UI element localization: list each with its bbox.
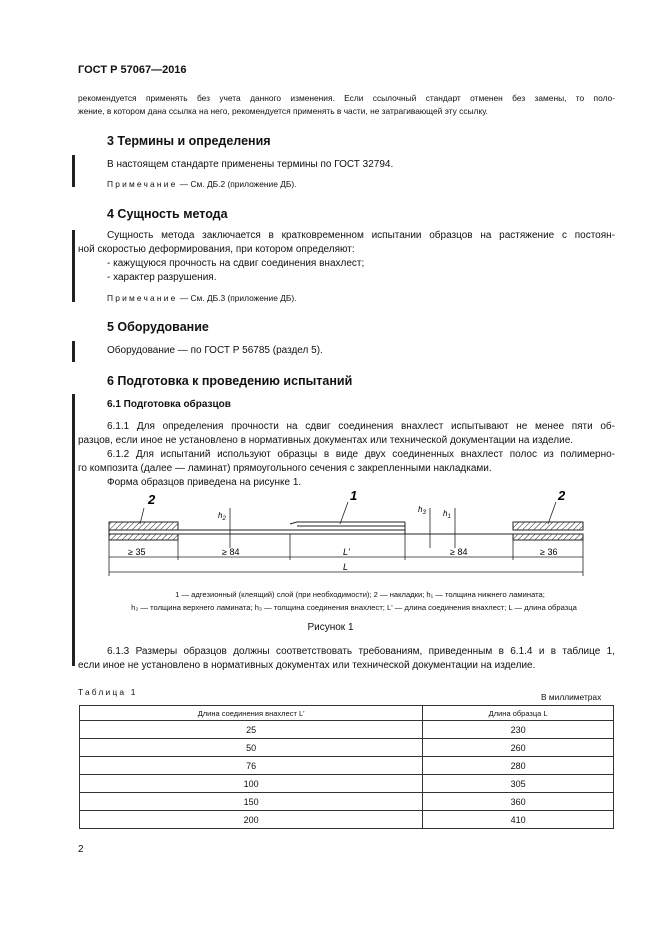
p-6-1-1-line-2: разцов, если иное не установлено в нормативных документах или технической документации на изделие. bbox=[78, 435, 574, 446]
table-units: В миллиметрах bbox=[541, 692, 602, 702]
note-text: — См. ДБ.3 (приложение ДБ). bbox=[177, 293, 297, 303]
page-number: 2 bbox=[78, 844, 84, 855]
intro-line-2: жение, в котором дана ссылка на него, рекомендуется применять в части, не затрагивающей эту ссылку. bbox=[78, 106, 488, 116]
p-6-1-2-line-3: Форма образцов приведена на рисунке 1. bbox=[107, 477, 302, 488]
list-item: - кажущуюся прочность на сдвиг соединения внахлест; bbox=[107, 258, 365, 269]
section-5-title: 5 Оборудование bbox=[107, 320, 209, 334]
subsection-6-1-title: 6.1 Подготовка образцов bbox=[107, 399, 231, 410]
label-2-left: 2 bbox=[148, 492, 156, 507]
section-4-line-2: ной скоростью деформирования, при котором определяют: bbox=[78, 244, 355, 255]
cell-length: 260 bbox=[423, 739, 614, 757]
section-4-title: 4 Сущность метода bbox=[107, 207, 228, 221]
table-row bbox=[80, 793, 614, 811]
figure-caption-line-2: h₂ — толщина верхнего ламината; h₃ — толщина соединения внахлест; L' — длина соединения внахлест; L — длина образца bbox=[131, 603, 577, 612]
change-bar bbox=[72, 230, 75, 302]
specimen-figure bbox=[100, 488, 600, 588]
p-6-1-1-line-1: 6.1.1 Для определения прочности на сдвиг соединения внахлест испытывают не менее пяти об- bbox=[107, 421, 615, 432]
note-label: Примечание bbox=[107, 293, 178, 303]
table-header-row bbox=[80, 706, 614, 721]
p-6-1-3-line-2: если иное не установлено в нормативных документах или технической документации на изделие. bbox=[78, 660, 536, 671]
cell-length: 230 bbox=[423, 721, 614, 739]
table-row bbox=[80, 757, 614, 775]
section-3-note bbox=[107, 178, 297, 191]
section-4-line-1: Сущность метода заключается в кратковременном испытании образцов на растяжение с постоян- bbox=[107, 230, 615, 241]
table-row bbox=[80, 721, 614, 739]
p-6-1-2-line-1: 6.1.2 Для испытаний используют образцы в виде двух соединенных внахлест полос из полимерно- bbox=[107, 449, 615, 460]
cell-overlap: 50 bbox=[80, 739, 423, 757]
table-row bbox=[80, 739, 614, 757]
col-overlap-length: Длина соединения внахлест L' bbox=[80, 706, 423, 721]
cell-length: 305 bbox=[423, 775, 614, 793]
h1-label: $h_1$ bbox=[443, 509, 451, 520]
left-bottom-tab bbox=[109, 534, 178, 540]
section-6-title: 6 Подготовка к проведению испытаний bbox=[107, 374, 353, 388]
label-1: 1 bbox=[350, 488, 358, 503]
adhesive-layer bbox=[290, 526, 405, 530]
h2-label: $h_2$ bbox=[218, 511, 226, 522]
lower-laminate bbox=[109, 530, 405, 534]
document-id: ГОСТ Р 57067—2016 bbox=[78, 64, 187, 76]
cell-overlap: 25 bbox=[80, 721, 423, 739]
section-5-text: Оборудование — по ГОСТ Р 56785 (раздел 5). bbox=[107, 345, 323, 356]
dim-left-free: ≥ 84 bbox=[222, 547, 240, 557]
right-bottom-tab bbox=[513, 534, 583, 540]
table-label: Таблица 1 bbox=[78, 687, 138, 697]
dim-right-tab: ≥ 36 bbox=[540, 547, 558, 557]
cell-overlap: 100 bbox=[80, 775, 423, 793]
table-row bbox=[80, 811, 614, 829]
dim-overlap: L' bbox=[343, 547, 350, 557]
note-text: — См. ДБ.2 (приложение ДБ). bbox=[177, 179, 297, 189]
cell-overlap: 76 bbox=[80, 757, 423, 775]
leader-2-right bbox=[548, 502, 556, 524]
dim-total: L bbox=[343, 562, 349, 572]
cell-overlap: 150 bbox=[80, 793, 423, 811]
p-6-1-3-line-1: 6.1.3 Размеры образцов должны соответствовать требованиям, приведенным в 6.1.4 и в таблице 1, bbox=[107, 646, 615, 657]
figure-caption-line-1: 1 — адгезионный (клеящий) слой (при необходимости); 2 — накладки; h₁ — толщина нижнего ламината; bbox=[175, 590, 545, 599]
cell-length: 280 bbox=[423, 757, 614, 775]
cell-length: 410 bbox=[423, 811, 614, 829]
section-3-text: В настоящем стандарте применены термины по ГОСТ 32794. bbox=[107, 159, 394, 170]
list-item: - характер разрушения. bbox=[107, 272, 217, 283]
change-bar bbox=[72, 155, 75, 187]
col-specimen-length: Длина образца L bbox=[423, 706, 614, 721]
h3-label: $h_3$ bbox=[418, 505, 426, 516]
cell-length: 360 bbox=[423, 793, 614, 811]
table-1 bbox=[79, 705, 614, 829]
note-label: Примечание bbox=[107, 179, 178, 189]
figure-title: Рисунок 1 bbox=[307, 622, 354, 633]
change-bar bbox=[72, 341, 75, 362]
left-top-tab bbox=[109, 522, 178, 530]
cell-overlap: 200 bbox=[80, 811, 423, 829]
section-3-title: 3 Термины и определения bbox=[107, 134, 271, 148]
p-6-1-2-line-2: го композита (далее — ламинат) прямоугольного сечения с закрепленными накладками. bbox=[78, 463, 492, 474]
dim-left-tab: ≥ 35 bbox=[128, 547, 146, 557]
leader-1 bbox=[340, 502, 348, 524]
intro-line-1: рекомендуется применять без учета данного изменения. Если ссылочный стандарт отменен без замены, то поло- bbox=[78, 93, 615, 103]
section-4-note bbox=[107, 292, 297, 305]
dim-right-free: ≥ 84 bbox=[450, 547, 468, 557]
table-row bbox=[80, 775, 614, 793]
label-2-right: 2 bbox=[558, 488, 566, 503]
